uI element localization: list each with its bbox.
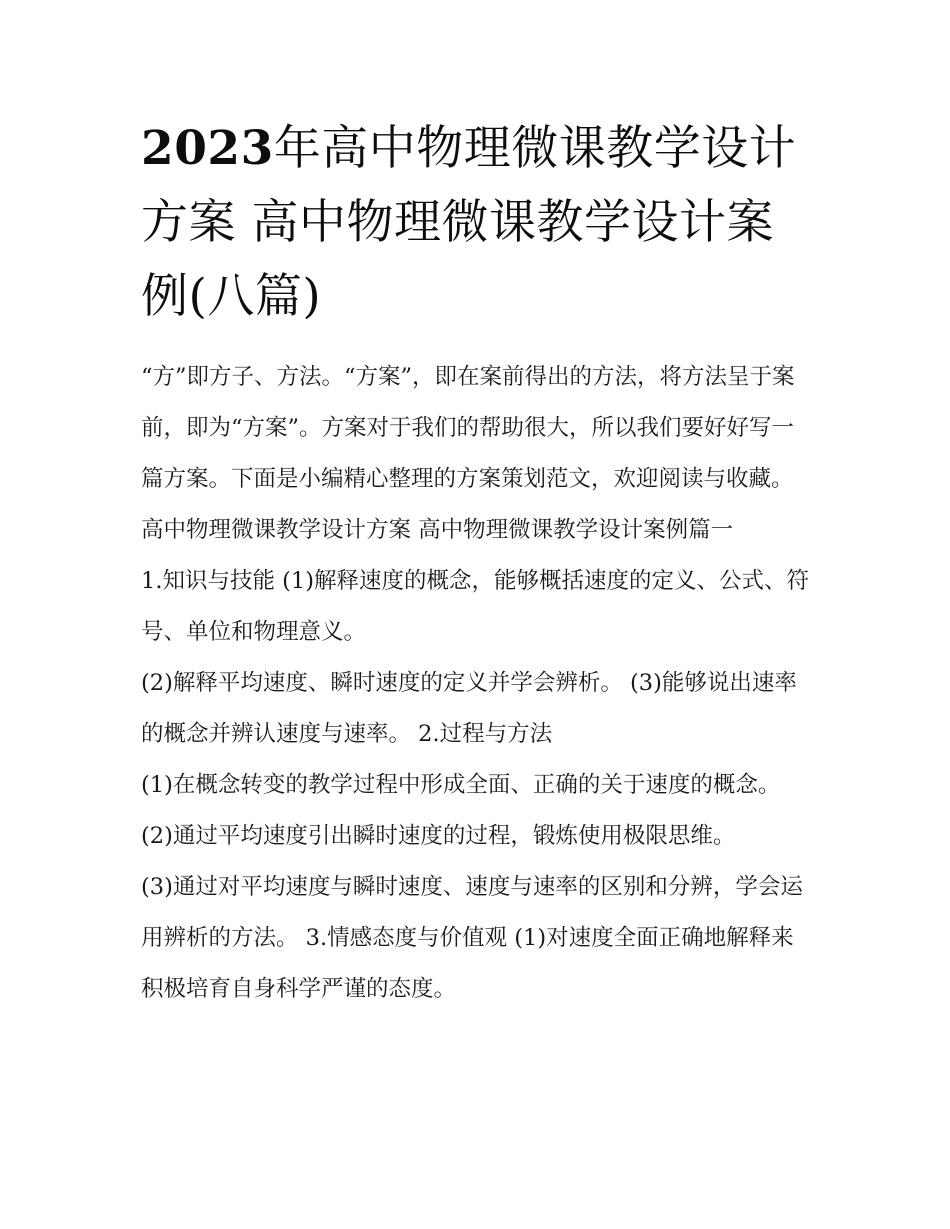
document-content [141,112,813,1015]
paragraph-values: (3)通过对平均速度与瞬时速度、速度与速率的区别和分辨，学会运用辨析的方法。 3.情感态度与价值观 (1)对速度全面正确地解释来积极培育自身科学严谨的态度。 [141,874,803,1002]
document-body [141,352,813,1015]
paragraph-process-methods: (1)在概念转变的教学过程中形成全面、正确的关于速度的概念。 (2)通过平均速度引出瞬时速度的过程，锻炼使用极限思维。 [141,772,781,849]
paragraph-knowledge-skills: 1.知识与技能 (1)解释速度的概念，能够概括速度的定义、公式、符号、单位和物理意义。 [141,568,809,645]
intro-paragraph: “方”即方子、方法。“方案”，即在案前得出的方法，将方法呈于案前，即为“方案”。方案对于我们的帮助很大，所以我们要好好写一篇方案。下面是小编精心整理的方案策划范文，欢迎阅读与收藏。 [141,364,795,492]
section-heading: 高中物理微课教学设计方案 高中物理微课教学设计案例篇一 [141,517,734,543]
document-title [141,112,813,334]
title-text: 年高中物理微课教学设计方案 高中物理微课教学设计案例(八篇) [141,121,797,324]
title-year: 2023 [141,121,274,176]
paragraph-velocity-definitions: (2)解释平均速度、瞬时速度的定义并学会辨析。 (3)能够说出速率的概念并辨认速度与速率。 2.过程与方法 [141,670,797,747]
